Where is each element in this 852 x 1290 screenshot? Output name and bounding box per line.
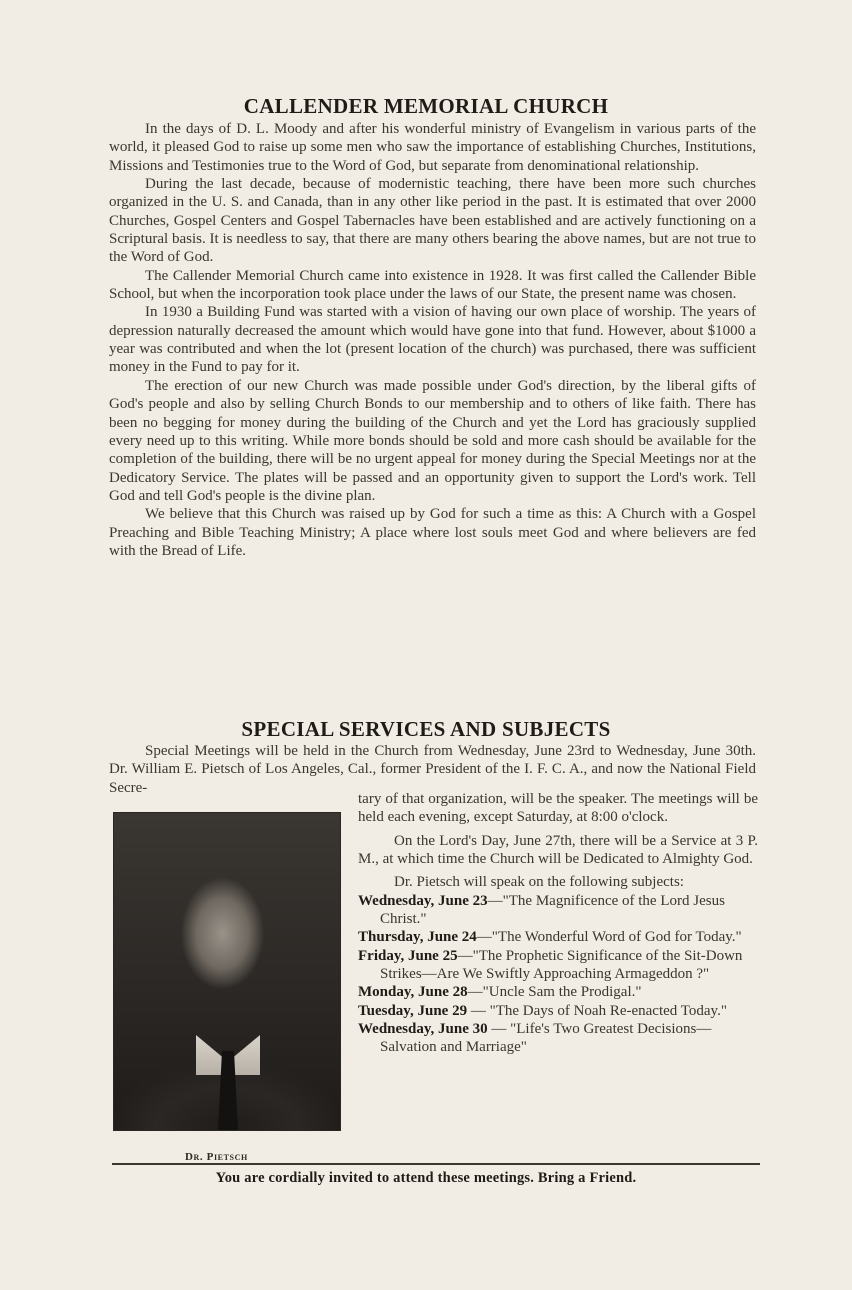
subject-item xyxy=(358,892,758,929)
services-intro-text xyxy=(109,742,756,797)
subject-day: Thursday, June 24 xyxy=(358,929,477,946)
paragraph: Special Meetings will be held in the Church from Wednesday, June 23rd to Wednesday, June 30th. Dr. William E. Pietsch of Los Angeles, Cal., former President of the I. F. C. A., and now the National Field Secre- xyxy=(109,743,756,796)
subject-topic: —"Uncle Sam the Prodigal." xyxy=(467,984,642,1001)
subject-day: Tuesday, June 29 xyxy=(358,1002,468,1019)
services-column xyxy=(358,790,758,1057)
paragraph: During the last decade, because of modernistic teaching, there have been more such churches organized in the U. S. and Canada, than in any other like period in the past. It is estimated that over 2000 Churches, Gospel Centers and Gospel Tabernacles have been established and are actively functioning on a Scriptural basis. It is needless to say, that there are many others bearing the above names, but are not true to the Word of God. xyxy=(109,176,756,266)
subject-item xyxy=(358,983,758,1001)
subject-topic: —"The Prophetic Significance of the Sit-Down Strikes—Are We Swiftly Approaching Armageddon ?" xyxy=(380,947,743,983)
subject-topic: —"The Magnificence of the Lord Jesus Christ." xyxy=(380,892,725,928)
subject-day: Monday, June 28 xyxy=(358,984,468,1001)
subject-topic: — "Life's Two Greatest Decisions—Salvation and Marriage" xyxy=(380,1021,712,1056)
subject-day: Friday, June 25 xyxy=(358,947,458,964)
subject-day: Wednesday, June 30 xyxy=(358,1021,488,1038)
paragraph: We believe that this Church was raised up by God for such a time as this: A Church with a Gospel Preaching and Bible Teaching Ministry; A place where lost souls meet God and where believers are fed with the Bread of Life. xyxy=(109,506,756,559)
portrait-photo xyxy=(113,812,341,1131)
subject-item xyxy=(358,1020,758,1057)
subject-item xyxy=(358,947,758,984)
section-title-services: SPECIAL SERVICES AND SUBJECTS xyxy=(241,717,611,741)
subject-item xyxy=(358,1002,758,1020)
section-title-church: CALLENDER MEMORIAL CHURCH xyxy=(243,94,609,118)
paragraph: The erection of our new Church was made possible under God's direction, by the liberal gifts of God's people and also by selling Church Bonds to our membership and to others of like faith. There has been no begging for money during the building of the Church and yet the Lord has graciously supplied every need up to this writing. While more bonds should be sold and more cash should be available for the completion of the building, there will be no urgent appeal for money during the Special Meetings nor at the Dedicatory Service. The plates will be passed and an opportunity given to support the Lord's work. Tell God and tell God's people is the divine plan. xyxy=(109,377,756,504)
paragraph: On the Lord's Day, June 27th, there will be a Service at 3 P. M., at which time the Church will be Dedicated to Almighty God. xyxy=(358,832,758,868)
paragraph: Dr. Pietsch will speak on the following subjects: xyxy=(394,874,684,891)
divider-rule xyxy=(112,1163,760,1165)
closing-invitation: You are cordially invited to attend these meetings. Bring a Friend. xyxy=(215,1170,637,1186)
photo-caption: Dr. Pietsch xyxy=(185,1151,248,1163)
subject-day: Wednesday, June 23 xyxy=(358,892,488,909)
paragraph: In 1930 a Building Fund was started with a vision of having our own place of worship. The years of depression naturally decreased the amount which would have gone into that fund. However, about $1000 a year was contributed and when the lot (present location of the church) was purchased, there was sufficient money in the Fund to pay for it. xyxy=(109,304,756,376)
paragraph: The Callender Memorial Church came into existence in 1928. It was first called the Callender Bible School, but when the incorporation took place under the laws of our State, the present name was chosen. xyxy=(109,267,756,303)
subject-item xyxy=(358,928,758,946)
church-history-text xyxy=(109,120,756,560)
paragraph: In the days of D. L. Moody and after his wonderful ministry of Evangelism in various parts of the world, it pleased God to raise up some men who saw the importance of establishing Churches, Institutions, Missions and Testimonies true to the Word of God, but separate from denominational relationship. xyxy=(109,121,756,174)
subject-topic: —"The Wonderful Word of God for Today." xyxy=(476,929,742,946)
subject-topic: — "The Days of Noah Re-enacted Today." xyxy=(467,1002,727,1019)
paragraph: tary of that organization, will be the speaker. The meetings will be held each evening, except Saturday, at 8:00 o'clock. xyxy=(358,791,758,826)
